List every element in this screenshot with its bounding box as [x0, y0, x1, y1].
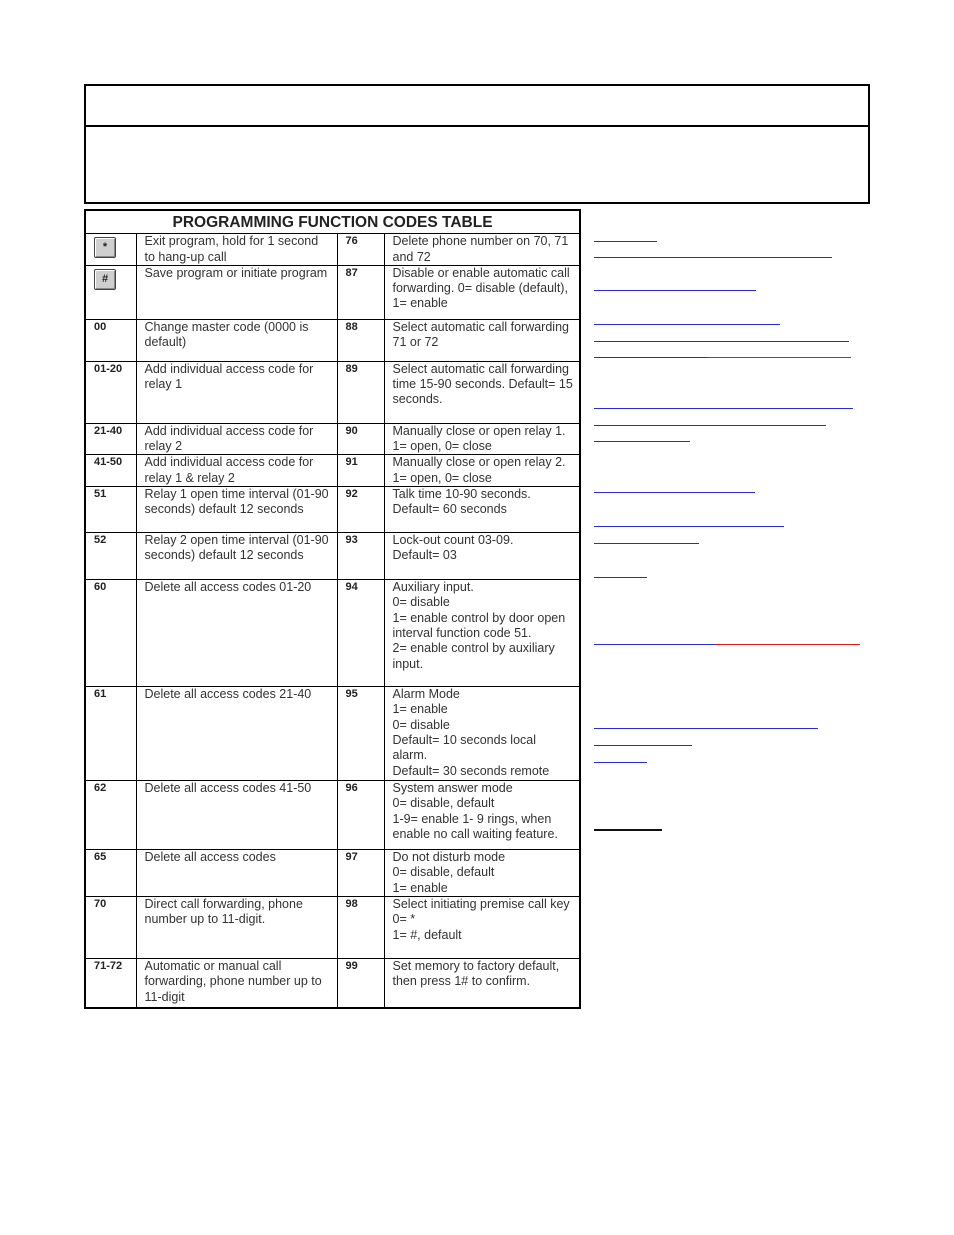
- link-underline[interactable]: [594, 644, 716, 645]
- table-row: [85, 687, 580, 781]
- description-cell: Delete all access codes 01-20: [136, 580, 337, 687]
- code-cell: 94: [337, 580, 384, 687]
- link-underline[interactable]: [594, 577, 647, 578]
- description-cell: Automatic or manual call forwarding, phone number up to 11-digit: [136, 959, 337, 1008]
- code-cell: 97: [337, 850, 384, 897]
- link-underline[interactable]: [594, 492, 755, 493]
- table-row: [85, 533, 580, 580]
- table-row: [85, 959, 580, 1008]
- code-cell: [85, 265, 136, 319]
- code-cell: 96: [337, 781, 384, 850]
- table-row: [85, 265, 580, 319]
- programming-function-codes-table: [84, 209, 581, 1009]
- code-cell: 41-50: [85, 455, 136, 487]
- description-cell: Talk time 10-90 seconds. Default= 60 seconds: [384, 487, 580, 533]
- link-underline[interactable]: [594, 324, 780, 325]
- link-underline-red[interactable]: [708, 357, 851, 358]
- table-row: [85, 580, 580, 687]
- code-cell: 60: [85, 580, 136, 687]
- code-cell: 01-20: [85, 361, 136, 423]
- header-divider: [86, 125, 868, 127]
- code-cell: 98: [337, 897, 384, 959]
- link-underline-red[interactable]: [716, 644, 860, 645]
- description-cell: Direct call forwarding, phone number up to 11-digit.: [136, 897, 337, 959]
- description-cell: Lock-out count 03-09. Default= 03: [384, 533, 580, 580]
- link-underline[interactable]: [594, 762, 647, 763]
- code-cell: 51: [85, 487, 136, 533]
- star-key-icon: *: [94, 237, 116, 258]
- description-cell: Manually close or open relay 2. 1= open, 0= close: [384, 455, 580, 487]
- description-cell: Save program or initiate program: [136, 265, 337, 319]
- table-row: [85, 455, 580, 487]
- description-cell: Delete all access codes: [136, 850, 337, 897]
- description-cell: Select automatic call forwarding time 15-90 seconds. Default= 15 seconds.: [384, 361, 580, 423]
- table-row: [85, 423, 580, 455]
- description-cell: Select initiating premise call key 0= * 1= #, default: [384, 897, 580, 959]
- table-row: [85, 897, 580, 959]
- header-box: [84, 84, 870, 204]
- code-cell: 89: [337, 361, 384, 423]
- code-cell: 21-40: [85, 423, 136, 455]
- link-underline[interactable]: [594, 408, 853, 409]
- code-cell: 71-72: [85, 959, 136, 1008]
- code-cell: 88: [337, 319, 384, 361]
- code-cell: 91: [337, 455, 384, 487]
- code-cell: 65: [85, 850, 136, 897]
- description-cell: Relay 2 open time interval (01-90 seconds) default 12 seconds: [136, 533, 337, 580]
- code-cell: 92: [337, 487, 384, 533]
- code-cell: 62: [85, 781, 136, 850]
- link-underline[interactable]: [594, 290, 756, 291]
- description-cell: Add individual access code for relay 2: [136, 423, 337, 455]
- table-title: PROGRAMMING FUNCTION CODES TABLE: [85, 210, 580, 234]
- link-underline[interactable]: [594, 745, 692, 746]
- table-row: [85, 850, 580, 897]
- link-underline[interactable]: [594, 526, 784, 527]
- description-cell: Disable or enable automatic call forwarding. 0= disable (default), 1= enable: [384, 265, 580, 319]
- description-cell: Set memory to factory default, then press 1# to confirm.: [384, 959, 580, 1008]
- code-cell: 61: [85, 687, 136, 781]
- code-cell: 99: [337, 959, 384, 1008]
- description-cell: Change master code (0000 is default): [136, 319, 337, 361]
- hash-key-icon: #: [94, 269, 116, 290]
- code-cell: 90: [337, 423, 384, 455]
- description-cell: Manually close or open relay 1. 1= open, 0= close: [384, 423, 580, 455]
- table-row: [85, 319, 580, 361]
- link-underline[interactable]: [594, 257, 832, 258]
- description-cell: Exit program, hold for 1 second to hang-up call: [136, 234, 337, 266]
- link-underline[interactable]: [594, 543, 699, 544]
- table-row: [85, 361, 580, 423]
- link-underline[interactable]: [594, 241, 657, 242]
- description-cell: Select automatic call forwarding 71 or 72: [384, 319, 580, 361]
- description-cell: Add individual access code for relay 1 & relay 2: [136, 455, 337, 487]
- description-cell: Auxiliary input. 0= disable 1= enable control by door open interval function code 51. 2= enable control by auxiliary input.: [384, 580, 580, 687]
- code-cell: 93: [337, 533, 384, 580]
- table-row: [85, 487, 580, 533]
- description-cell: Do not disturb mode 0= disable, default 1= enable: [384, 850, 580, 897]
- table-row: [85, 234, 580, 266]
- link-underline[interactable]: [594, 425, 826, 426]
- link-underline[interactable]: [594, 728, 818, 729]
- description-cell: Relay 1 open time interval (01-90 seconds) default 12 seconds: [136, 487, 337, 533]
- description-cell: Alarm Mode 1= enable 0= disable Default= 10 seconds local alarm. Default= 30 seconds remote: [384, 687, 580, 781]
- link-underline[interactable]: [594, 441, 690, 442]
- code-cell: 87: [337, 265, 384, 319]
- code-cell: 76: [337, 234, 384, 266]
- description-cell: Delete all access codes 41-50: [136, 781, 337, 850]
- description-cell: Add individual access code for relay 1: [136, 361, 337, 423]
- code-cell: 00: [85, 319, 136, 361]
- code-cell: 70: [85, 897, 136, 959]
- table-row: [85, 781, 580, 850]
- description-cell: Delete all access codes 21-40: [136, 687, 337, 781]
- code-cell: 95: [337, 687, 384, 781]
- description-cell: Delete phone number on 70, 71 and 72: [384, 234, 580, 266]
- link-underline-dark[interactable]: [594, 829, 662, 831]
- code-cell: 52: [85, 533, 136, 580]
- link-underline[interactable]: [594, 341, 849, 342]
- link-underline[interactable]: [594, 357, 708, 358]
- code-cell: [85, 234, 136, 266]
- description-cell: System answer mode 0= disable, default 1-9= enable 1- 9 rings, when enable no call waiting feature.: [384, 781, 580, 850]
